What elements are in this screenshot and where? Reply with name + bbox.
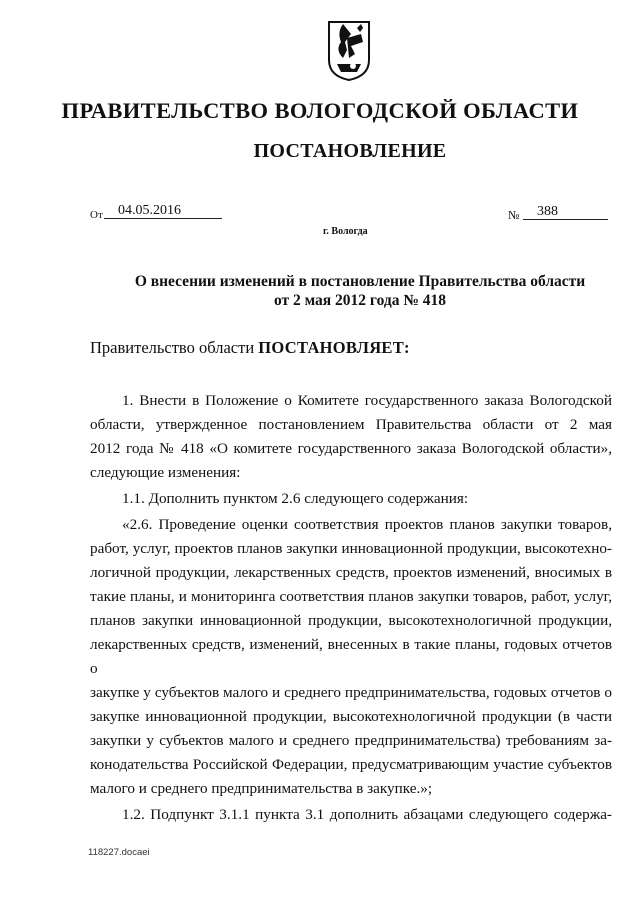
document-subject [40, 272, 640, 310]
number-label: № [508, 208, 520, 222]
text-line: конодательства Российской Федерации, предусматривающим участие субъектов [90, 756, 612, 773]
text-line: следующие изменения: [90, 464, 241, 481]
document-number: 388 [523, 204, 608, 220]
paragraph-1-2 [90, 803, 612, 827]
text-line: такие планы, и мониторинга соответствия планов закупки товаров, работ, услуг, [90, 588, 612, 605]
file-reference: 118227.docaei [88, 847, 150, 858]
subject-line: О внесении изменений в постановление Правительства области [134, 273, 586, 290]
city: г. Вологда [323, 226, 368, 237]
text-line: лекарственных средств, изменений, внесенных в такие планы, годовых отчетов о [90, 636, 612, 677]
paragraph-2-6 [90, 513, 612, 801]
text-line: работ, услуг, проектов планов закупки инновационной продукции, высокотехно- [90, 540, 612, 557]
text-line: логичной продукции, лекарственных средств, проектов изменений, вносимых в [90, 564, 612, 581]
text-line: закупке у субъектов малого и среднего предпринимательства, годовых отчетов о [90, 684, 612, 701]
text-line: 2012 года № 418 «О комитете государственного заказа Вологодской области», [90, 440, 612, 457]
preamble [90, 338, 410, 358]
preamble-text: Правительство области [90, 338, 255, 357]
text-line: планов закупки инновационной продукции, высокотехнологичной продукции, [90, 612, 612, 629]
government-title: ПРАВИТЕЛЬСТВО ВОЛОГОДСКОЙ ОБЛАСТИ [61, 98, 579, 123]
document-type: ПОСТАНОВЛЕНИЕ [253, 140, 447, 162]
text-line: закупке инновационной продукции, высокотехнологичной продукции (в части [90, 708, 612, 725]
vologda-coat-of-arms-icon [327, 20, 371, 82]
text-line: области, утвержденное постановлением Правительства области от 2 мая [90, 416, 612, 433]
paragraph-1-1: 1.1. Дополнить пунктом 2.6 следующего содержания: [122, 490, 469, 507]
text-line: закупки у субъектов малого и среднего предпринимательства) требованиям за- [90, 732, 612, 749]
subject-line: от 2 мая 2012 года № 418 [273, 292, 447, 309]
text-line: 1. Внести в Положение о Комитете государственного заказа Вологодской [122, 392, 612, 409]
date-label: От [90, 209, 103, 221]
paragraph-1 [90, 389, 612, 485]
text-line: малого и среднего предпринимательства в закупке.»; [90, 780, 433, 797]
document-date: 04.05.2016 [104, 203, 222, 219]
document-body [90, 386, 612, 827]
preamble-verb: ПОСТАНОВЛЯЕТ: [258, 338, 410, 357]
text-line: 1.2. Подпункт 3.1.1 пункта 3.1 дополнить абзацами следующего содержа- [122, 806, 612, 823]
text-line: «2.6. Проведение оценки соответствия проектов планов закупки товаров, [122, 516, 612, 533]
